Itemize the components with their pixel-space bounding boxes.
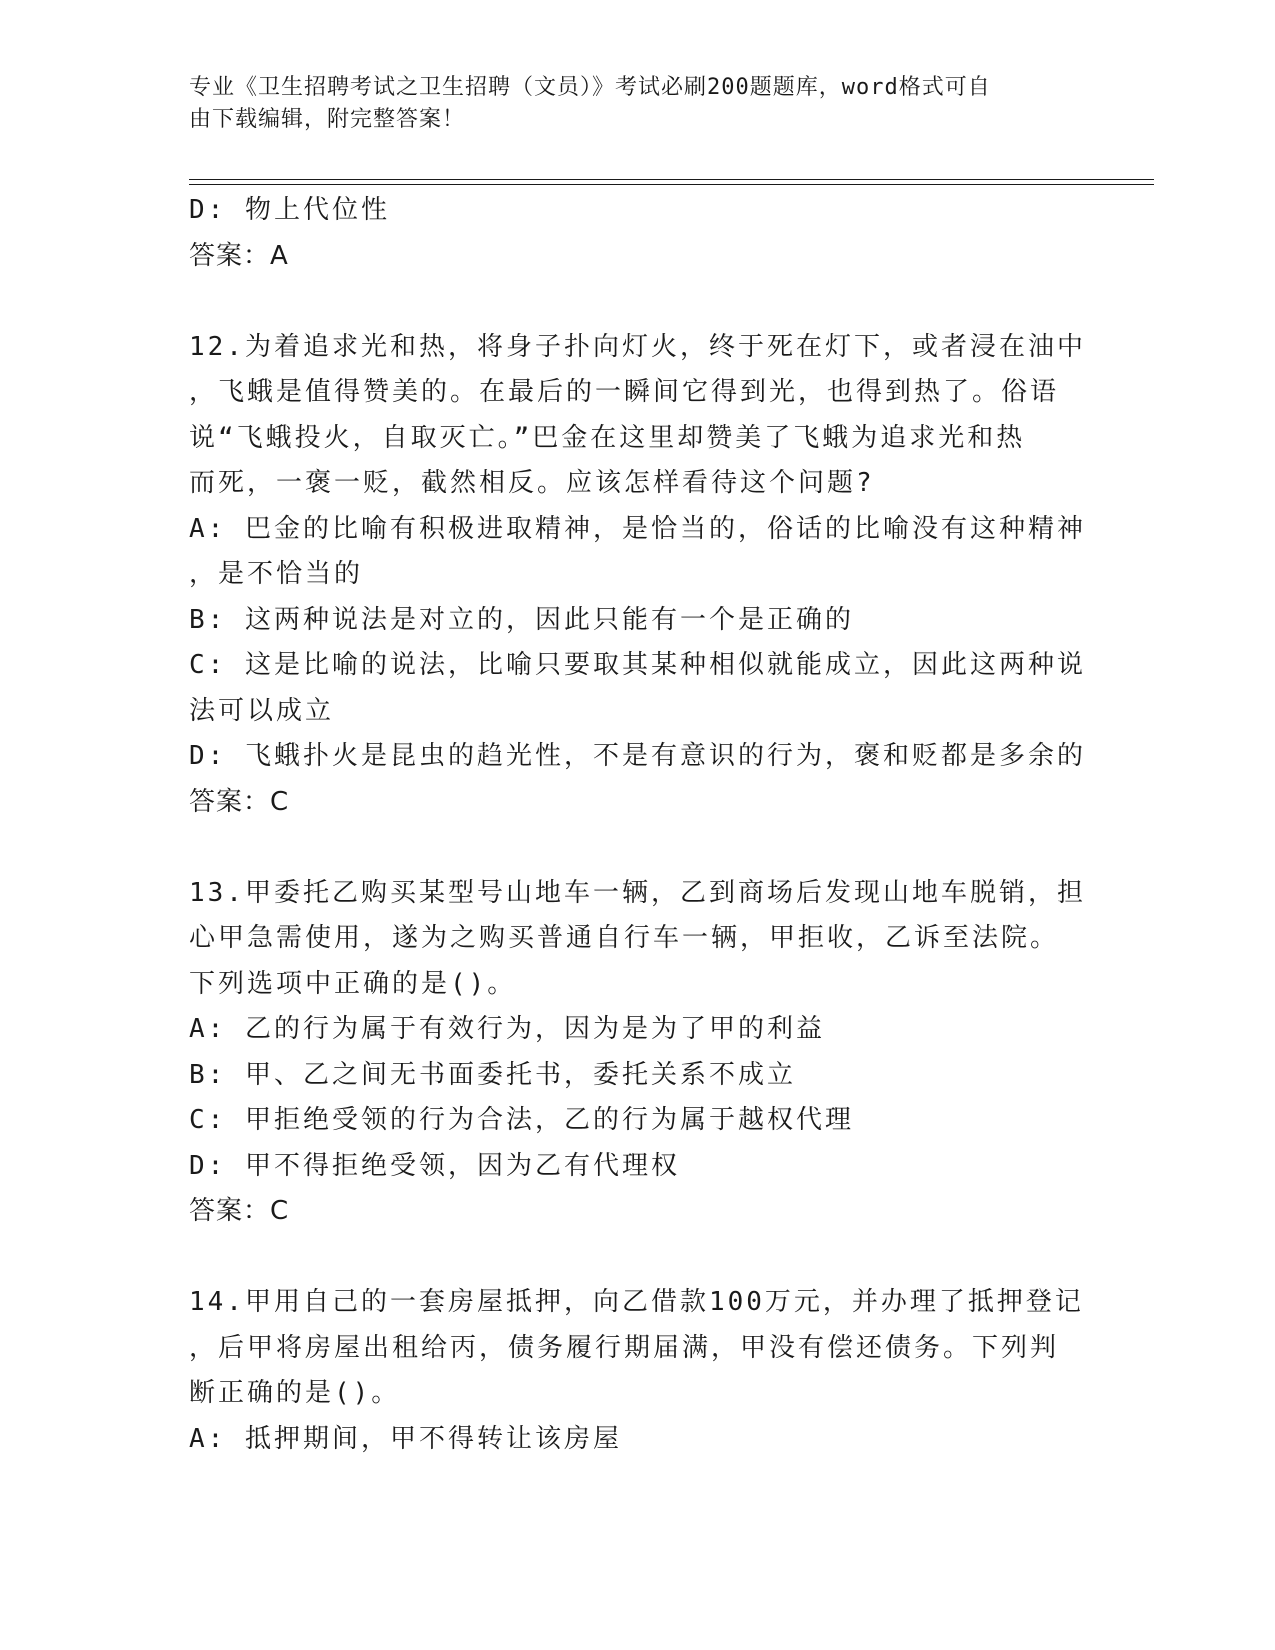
question-content (189, 188, 1089, 1462)
option-line: A: 乙的行为属于有效行为，因为是为了甲的利益 (189, 1014, 825, 1044)
option-line: C: 这是比喻的说法，比喻只要取其某种相似就能成立，因此这两种说 (189, 650, 1086, 680)
question-line: 断正确的是()。 (189, 1378, 401, 1408)
answer-line: 答案：C (189, 1196, 290, 1226)
question-line: ，飞蛾是值得赞美的。在最后的一瞬间它得到光，也得到热了。俗语 (189, 377, 1060, 407)
question-line: 14.甲用自己的一套房屋抵押，向乙借款100万元，并办理了抵押登记 (189, 1287, 1084, 1317)
option-line: D: 物上代位性 (189, 195, 390, 225)
question-block (189, 188, 1089, 279)
option-line: C: 甲拒绝受领的行为合法，乙的行为属于越权代理 (189, 1105, 854, 1135)
option-line: B: 甲、乙之间无书面委托书，委托关系不成立 (189, 1059, 796, 1090)
answer-line: 答案：A (189, 240, 289, 271)
option-line: 法可以成立 (189, 695, 335, 726)
spacer (189, 279, 1089, 325)
option-line: D: 甲不得拒绝受领，因为乙有代理权 (189, 1150, 680, 1181)
spacer (189, 825, 1089, 871)
option-line: ，是不恰当的 (189, 559, 364, 589)
question-line: 12.为着追求光和热，将身子扑向灯火，终于死在灯下，或者浸在油中 (189, 331, 1086, 362)
spacer (189, 1235, 1089, 1281)
question-line: ，后甲将房屋出租给丙，债务履行期届满，甲没有偿还债务。下列判 (189, 1332, 1060, 1363)
header-line-1: 专业《卫生招聘考试之卫生招聘（文员）》考试必刷200题题库，word格式可自 (189, 75, 991, 100)
option-line: A: 巴金的比喻有积极进取精神，是恰当的，俗话的比喻没有这种精神 (189, 513, 1086, 544)
question-line: 13.甲委托乙购买某型号山地车一辆，乙到商场后发现山地车脱销，担 (189, 877, 1086, 908)
question-block (189, 871, 1089, 1235)
option-line: B: 这两种说法是对立的，因此只能有一个是正确的 (189, 604, 854, 635)
answer-line: 答案：C (189, 786, 290, 817)
question-line: 而死，一褒一贬，截然相反。应该怎样看待这个问题? (189, 468, 875, 498)
question-block (189, 325, 1089, 826)
option-line: D: 飞蛾扑火是昆虫的趋光性，不是有意识的行为，褒和贬都是多余的 (189, 741, 1086, 771)
header-rule-bottom (189, 184, 1154, 185)
option-line: A: 抵押期间，甲不得转让该房屋 (189, 1423, 622, 1454)
question-line: 下列选项中正确的是()。 (189, 968, 517, 999)
question-line: 说“飞蛾投火，自取灭亡。”巴金在这里却赞美了飞蛾为追求光和热 (189, 422, 1026, 453)
question-block (189, 1280, 1089, 1462)
header-rule-top (189, 179, 1154, 180)
question-line: 心甲急需使用，遂为之购买普通自行车一辆，甲拒收，乙诉至法院。 (189, 923, 1060, 953)
document-header (189, 72, 1069, 136)
header-line-2: 由下载编辑，附完整答案！ (189, 107, 466, 132)
